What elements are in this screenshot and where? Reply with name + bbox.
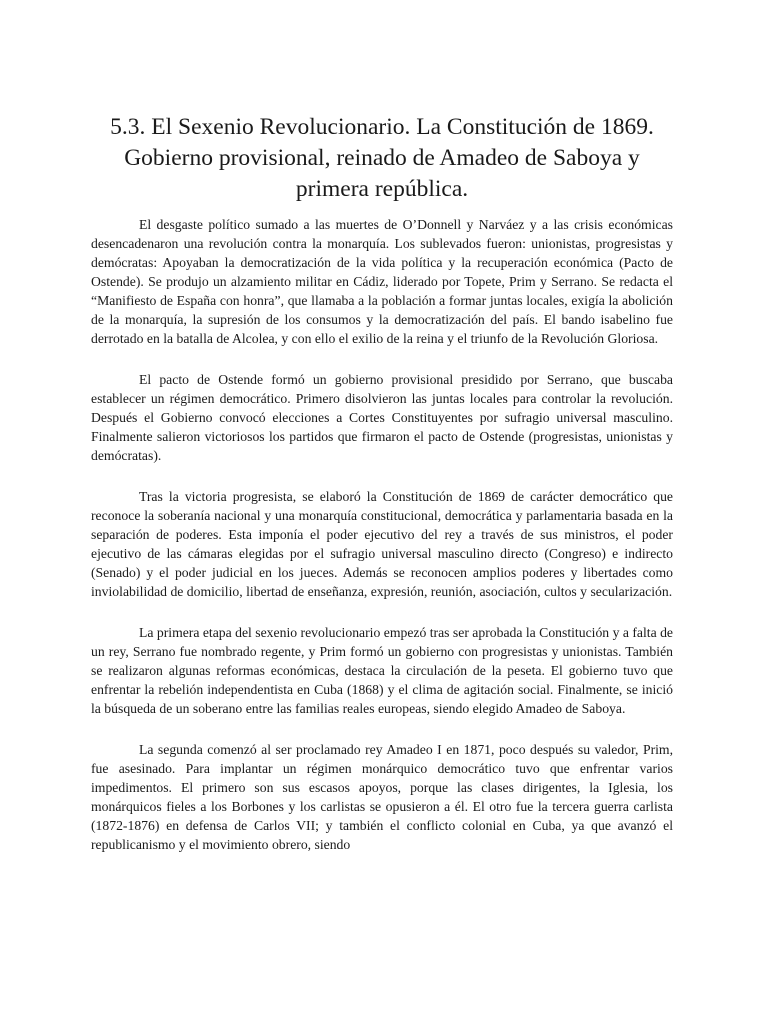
- document-page: [91, 112, 673, 876]
- paragraph-second-stage: La segunda comenzó al ser proclamado rey Amadeo I en 1871, poco después su valedor, Prim, fue asesinado. Para implantar un régimen monárquico democrático tuvo que enfrentar varios impedimentos. El primero son sus escasos apoyos, porque las clases dirigentes, la Iglesia, los monárquicos fieles a los Borbones y los carlistas se opusieron a él. El otro fue la tercera guerra carlista (1872-1876) en defensa de Carlos VII; y también el conflicto colonial en Cuba, ya que avanzó el republicanismo y el movimiento obrero, siendo: [91, 742, 673, 852]
- paragraph-provisional-government: El pacto de Ostende formó un gobierno provisional presidido por Serrano, que buscaba establecer un régimen democrático. Primero disolvieron las juntas locales para controlar la revolución. Después el Gobierno convocó elecciones a Cortes Constituyentes por sufragio universal masculino. Finalmente salieron victoriosos los partidos que firmaron el pacto de Ostende (progresistas, unionistas y demócratas).: [91, 372, 673, 463]
- paragraph-constitution-1869: Tras la victoria progresista, se elaboró la Constitución de 1869 de carácter democrático que reconoce la soberanía nacional y una monarquía constitucional, democrática y parlamentaria basada en la separación de poderes. Esta imponía el poder ejecutivo del rey a través de sus ministros, el poder ejecutivo de las cámaras elegidas por el sufragio universal masculino directo (Congreso) e indirecto (Senado) y el poder judicial en los jueces. Además se reconocen amplios poderes y libertades como inviolabilidad de domicilio, libertad de enseñanza, expresión, reunión, asociación, cultos y secularización.: [91, 489, 673, 599]
- paragraph-first-stage: La primera etapa del sexenio revolucionario empezó tras ser aprobada la Constitución y a falta de un rey, Serrano fue nombrado regente, y Prim formó un gobierno con progresistas y unionistas. También se realizaron algunas reformas económicas, destaca la circulación de la peseta. El gobierno tuvo que enfrentar la rebelión independentista en Cuba (1868) y el clima de agitación social. Finalmente, se inició la búsqueda de un soberano entre las familias reales europeas, siendo elegido Amadeo de Saboya.: [91, 625, 673, 716]
- document-title: 5.3. El Sexenio Revolucionario. La Constitución de 1869. Gobierno provisional, reinado de Amadeo de Saboya y primera república.: [110, 114, 654, 202]
- paragraph-revolution: El desgaste político sumado a las muertes de O’Donnell y Narváez y a las crisis económicas desencadenaron una revolución contra la monarquía. Los sublevados fueron: unionistas, progresistas y demócratas: Apoyaban la democratización de la vida política y la recuperación económica (Pacto de Ostende). Se produjo un alzamiento militar en Cádiz, liderado por Topete, Prim y Serrano. Se redacta el “Manifiesto de España con honra”, que llamaba a la población a formar juntas locales, exigía la abolición de la monarquía, la supresión de los consumos y la democratización del país. El bando isabelino fue derrotado en la batalla de Alcolea, y con ello el exilio de la reina y el triunfo de la Revolución Gloriosa.: [91, 217, 673, 346]
